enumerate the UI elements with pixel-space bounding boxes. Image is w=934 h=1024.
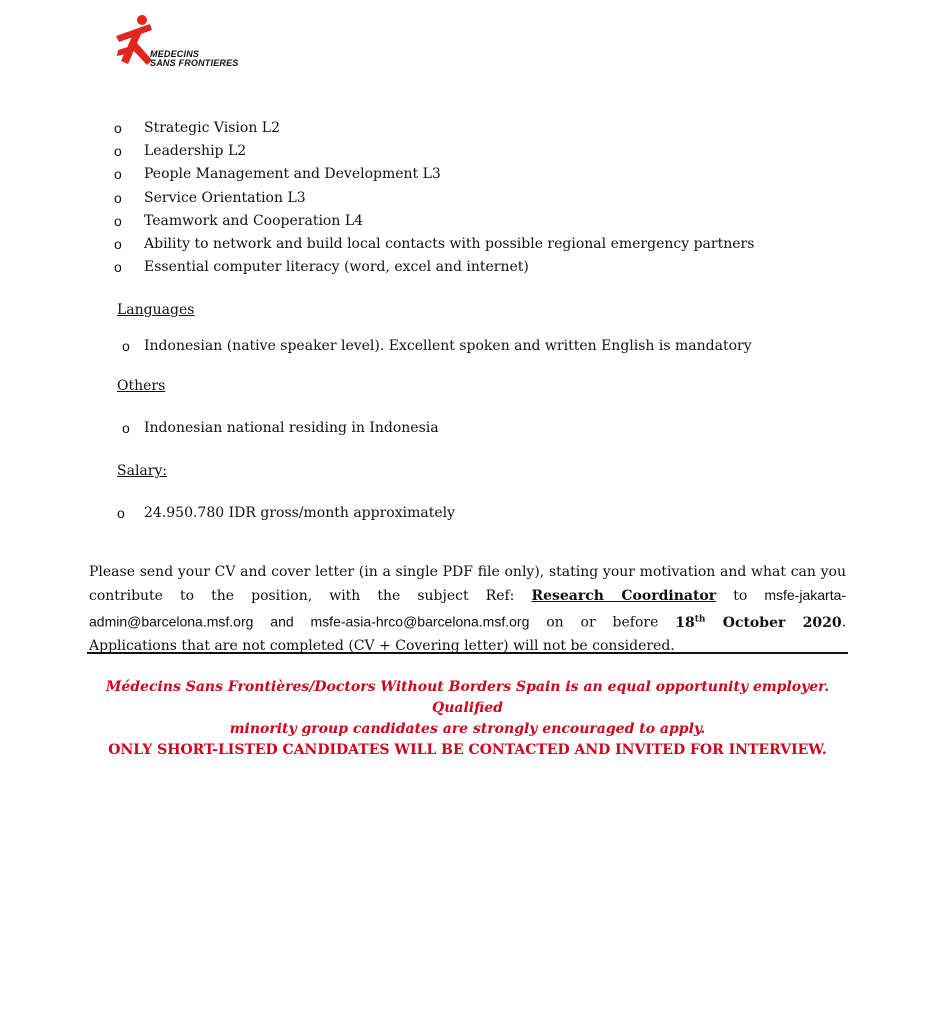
list-item-text: Ability to network and build local contacts with possible regional emergency partners (144, 235, 755, 252)
application-line-4: Applications that are not completed (CV + Covering letter) will not be considered. (89, 637, 675, 654)
notice-line-2: minority group candidates are strongly encouraged to apply. (229, 721, 706, 737)
application-on-before: on or before (546, 614, 659, 631)
logo-line-2: SANS FRONTIERES (150, 58, 239, 68)
application-line-1: Please send your CV and cover letter (in a single PDF file only), stating your motivation and what can you (89, 564, 846, 580)
notice-line-1: Médecins Sans Frontières/Doctors Without Borders Spain is an equal opportunity employer. Qualified (105, 679, 830, 716)
deadline-suffix: th (694, 614, 706, 624)
list-item-text: People Management and Development L3 (144, 166, 441, 183)
shortlist-notice: ONLY SHORT-LISTED CANDIDATES WILL BE CONTACTED AND INVITED FOR INTERVIEW. (108, 742, 827, 758)
list-item-text: Service Orientation L3 (144, 189, 306, 206)
languages-text: Indonesian (native speaker level). Excellent spoken and written English is mandatory (144, 338, 752, 354)
bullet-icon: o (114, 189, 122, 206)
msf-running-figure-icon (114, 14, 154, 72)
application-paragraph (89, 561, 846, 658)
deadline-month-year: October 2020 (722, 614, 842, 631)
application-line-2 (89, 584, 846, 608)
bullet-icon: o (117, 505, 125, 521)
bullet-icon: o (114, 235, 122, 252)
others-heading: Others (117, 378, 166, 394)
application-line-3 (89, 608, 846, 635)
others-text: Indonesian national residing in Indonesia (144, 420, 439, 436)
salary-heading: Salary: (117, 463, 168, 479)
list-item-text: Essential computer literacy (word, excel and internet) (144, 259, 529, 276)
bullet-icon: o (114, 120, 122, 136)
application-to: to (733, 588, 748, 604)
list-item-text: Leadership L2 (144, 143, 247, 160)
application-and: and (270, 613, 294, 630)
application-line-2-text: contribute to the position, with the subject Ref: (89, 588, 515, 604)
deadline-day: 18 (675, 614, 695, 631)
email-1-part-2: admin@barcelona.msf.org (89, 613, 254, 630)
languages-heading: Languages (117, 302, 195, 318)
bullet-icon: o (114, 143, 122, 160)
list-item-text: Teamwork and Cooperation L4 (144, 212, 364, 229)
bullet-icon: o (122, 420, 130, 436)
bullet-icon: o (114, 212, 122, 229)
deadline-period: . (841, 614, 847, 631)
bullet-icon: o (122, 338, 130, 354)
deadline (675, 615, 841, 631)
divider (87, 652, 848, 654)
email-1-part-1: msfe-jakarta- (764, 587, 847, 603)
bullet-icon: o (114, 166, 122, 183)
reference-title: Research Coordinator (531, 588, 717, 604)
bullet-icon: o (114, 259, 122, 276)
list-item-text: Strategic Vision L2 (144, 120, 281, 136)
logo-line-1: MEDECINS (150, 49, 200, 59)
equal-opportunity-notice (89, 677, 846, 740)
msf-logo (114, 14, 254, 74)
email-2: msfe-asia-hrco@barcelona.msf.org (310, 613, 530, 630)
salary-text: 24.950.780 IDR gross/month approximately (144, 505, 456, 521)
